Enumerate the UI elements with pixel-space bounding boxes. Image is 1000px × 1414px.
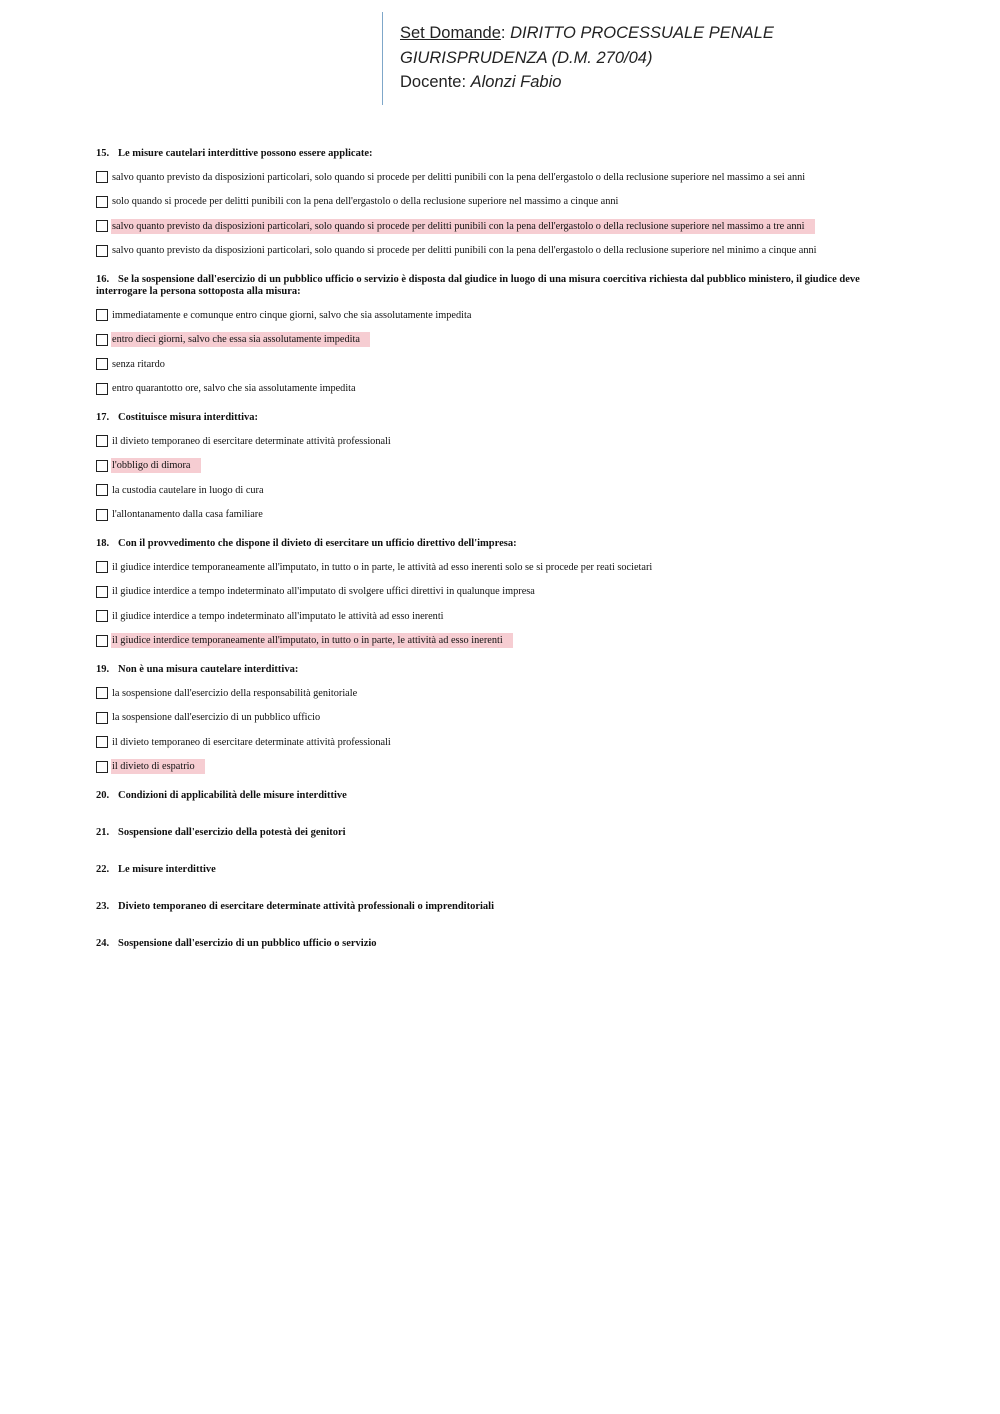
- topic-number: 23.: [96, 901, 110, 912]
- question-number: 17.: [96, 412, 110, 423]
- answer-text: il divieto di espatrio: [111, 759, 205, 774]
- answer-checkbox[interactable]: [96, 196, 108, 208]
- question-number: 15.: [96, 148, 110, 159]
- answer-text: entro quarantotto ore, salvo che sia assolutamente impedita: [112, 383, 356, 395]
- answer-option[interactable]: [96, 377, 896, 402]
- question-text: Se la sospensione dall'esercizio di un pubblico ufficio o servizio è disposta dal giudice in luogo di una misura coercitiva richiesta dal pubblico ministero, il giudice deve interrogare la persona sottoposta alla misura:: [96, 274, 860, 297]
- topic-number: 22.: [96, 864, 110, 875]
- topic-text: Divieto temporaneo di esercitare determinate attività professionali o imprenditoriali: [118, 901, 494, 912]
- topic-number: 24.: [96, 938, 110, 949]
- answer-text: solo quando si procede per delitti punibili con la pena dell'ergastolo o della reclusione superiore nel massimo a cinque anni: [112, 196, 619, 208]
- answer-option-highlighted[interactable]: [96, 454, 896, 479]
- teacher-label: Docente:: [400, 73, 467, 91]
- question-16: [96, 274, 896, 401]
- question-text: Con il provvedimento che dispone il divieto di esercitare un ufficio direttivo dell'impresa:: [118, 538, 517, 549]
- question-text: Costituisce misura interdittiva:: [118, 412, 258, 423]
- answer-option[interactable]: [96, 190, 896, 215]
- topic-20: [96, 790, 896, 827]
- answer-option[interactable]: [96, 503, 896, 528]
- answer-text: salvo quanto previsto da disposizioni particolari, solo quando si procede per delitti punibili con la pena dell'ergastolo o della reclusione superiore nel massimo a sei anni: [112, 171, 806, 183]
- answer-checkbox[interactable]: [96, 460, 108, 472]
- answer-option[interactable]: [96, 478, 896, 503]
- answer-checkbox[interactable]: [96, 610, 108, 622]
- answer-text: il divieto temporaneo di esercitare determinate attività professionali: [112, 736, 391, 748]
- answer-text: il giudice interdice temporaneamente all'imputato, in tutto o in parte, le attività ad esso inerenti solo se si procede per reati societari: [112, 561, 653, 573]
- question-title: [96, 412, 896, 424]
- answer-checkbox[interactable]: [96, 383, 108, 395]
- answer-text: senza ritardo: [112, 358, 165, 370]
- course-title: DIRITTO PROCESSUALE PENALE: [510, 24, 774, 42]
- answer-option-highlighted[interactable]: [96, 755, 896, 780]
- answer-checkbox[interactable]: [96, 484, 108, 496]
- answer-text: la sospensione dall'esercizio di un pubblico ufficio: [112, 712, 321, 724]
- question-title: [96, 274, 896, 298]
- answer-text: l'allontanamento dalla casa familiare: [112, 509, 263, 521]
- question-title: [96, 664, 896, 676]
- header-teacher-line: [400, 70, 774, 95]
- question-17: [96, 412, 896, 527]
- answer-text: la sospensione dall'esercizio della responsabilità genitoriale: [112, 687, 358, 699]
- answer-text: l'obbligo di dimora: [111, 458, 201, 473]
- topic-text: Condizioni di applicabilità delle misure interdittive: [118, 790, 347, 801]
- question-number: 19.: [96, 664, 110, 675]
- answer-option[interactable]: [96, 165, 896, 190]
- question-title: [96, 538, 896, 550]
- teacher-name: Alonzi Fabio: [470, 73, 562, 91]
- answer-checkbox[interactable]: [96, 712, 108, 724]
- answer-text: salvo quanto previsto da disposizioni particolari, solo quando si procede per delitti punibili con la pena dell'ergastolo o della reclusione superiore nel massimo a tre anni: [111, 219, 815, 234]
- topic-number: 21.: [96, 827, 110, 838]
- answer-checkbox[interactable]: [96, 736, 108, 748]
- answer-option-highlighted[interactable]: [96, 629, 896, 654]
- answer-checkbox[interactable]: [96, 334, 108, 346]
- answer-option[interactable]: [96, 604, 896, 629]
- answer-checkbox[interactable]: [96, 635, 108, 647]
- header-degree-line: [400, 46, 774, 71]
- answer-option[interactable]: [96, 580, 896, 605]
- answer-checkbox[interactable]: [96, 358, 108, 370]
- topic-number: 20.: [96, 790, 110, 801]
- answer-text: il giudice interdice temporaneamente all'imputato, in tutto o in parte, le attività ad esso inerenti: [111, 633, 513, 648]
- answer-checkbox[interactable]: [96, 509, 108, 521]
- answer-option[interactable]: [96, 239, 896, 264]
- set-separator: :: [500, 24, 506, 42]
- answer-checkbox[interactable]: [96, 561, 108, 573]
- question-text: Non è una misura cautelare interdittiva:: [118, 664, 299, 675]
- answer-checkbox[interactable]: [96, 220, 108, 232]
- answer-checkbox[interactable]: [96, 435, 108, 447]
- answer-text: il giudice interdice a tempo indeterminato all'imputato le attività ad esso inerenti: [112, 610, 444, 622]
- answer-option[interactable]: [96, 555, 896, 580]
- answer-checkbox[interactable]: [96, 761, 108, 773]
- answer-option-highlighted[interactable]: [96, 214, 896, 239]
- answer-option[interactable]: [96, 730, 896, 755]
- answer-text: il divieto temporaneo di esercitare determinate attività professionali: [112, 435, 391, 447]
- answer-text: la custodia cautelare in luogo di cura: [112, 484, 264, 496]
- topic-22: [96, 864, 896, 901]
- topic-text: Le misure interdittive: [118, 864, 216, 875]
- question-15: [96, 148, 896, 263]
- answer-checkbox[interactable]: [96, 586, 108, 598]
- question-list: [96, 148, 896, 975]
- answer-checkbox[interactable]: [96, 171, 108, 183]
- question-title: [96, 148, 896, 160]
- answer-checkbox[interactable]: [96, 687, 108, 699]
- answer-option[interactable]: [96, 706, 896, 731]
- topic-text: Sospensione dall'esercizio della potestà dei genitori: [118, 827, 346, 838]
- answer-text: immediatamente e comunque entro cinque giorni, salvo che sia assolutamente impedita: [112, 309, 472, 321]
- answer-option[interactable]: [96, 352, 896, 377]
- question-19: [96, 664, 896, 779]
- answer-checkbox[interactable]: [96, 309, 108, 321]
- question-number: 16.: [96, 274, 110, 285]
- answer-option[interactable]: [96, 429, 896, 454]
- answer-text: salvo quanto previsto da disposizioni particolari, solo quando si procede per delitti punibili con la pena dell'ergastolo o della reclusione superiore nel minimo a cinque anni: [112, 245, 817, 257]
- question-18: [96, 538, 896, 653]
- answer-option[interactable]: [96, 681, 896, 706]
- answer-text: entro dieci giorni, salvo che essa sia assolutamente impedita: [111, 332, 370, 347]
- question-text: Le misure cautelari interdittive possono essere applicate:: [118, 148, 373, 159]
- topic-text: Sospensione dall'esercizio di un pubblico ufficio o servizio: [118, 938, 377, 949]
- answer-option-highlighted[interactable]: [96, 328, 896, 353]
- header-course-line: [400, 21, 774, 46]
- topic-23: [96, 901, 896, 938]
- question-number: 18.: [96, 538, 110, 549]
- document-header: [382, 12, 774, 105]
- answer-checkbox[interactable]: [96, 245, 108, 257]
- topic-21: [96, 827, 896, 864]
- set-label: Set Domande: [400, 24, 501, 42]
- degree-title: GIURISPRUDENZA (D.M. 270/04): [400, 48, 653, 67]
- answer-option[interactable]: [96, 303, 896, 328]
- topic-24: [96, 938, 896, 975]
- answer-text: il giudice interdice a tempo indeterminato all'imputato di svolgere uffici direttivi in qualunque impresa: [112, 586, 535, 598]
